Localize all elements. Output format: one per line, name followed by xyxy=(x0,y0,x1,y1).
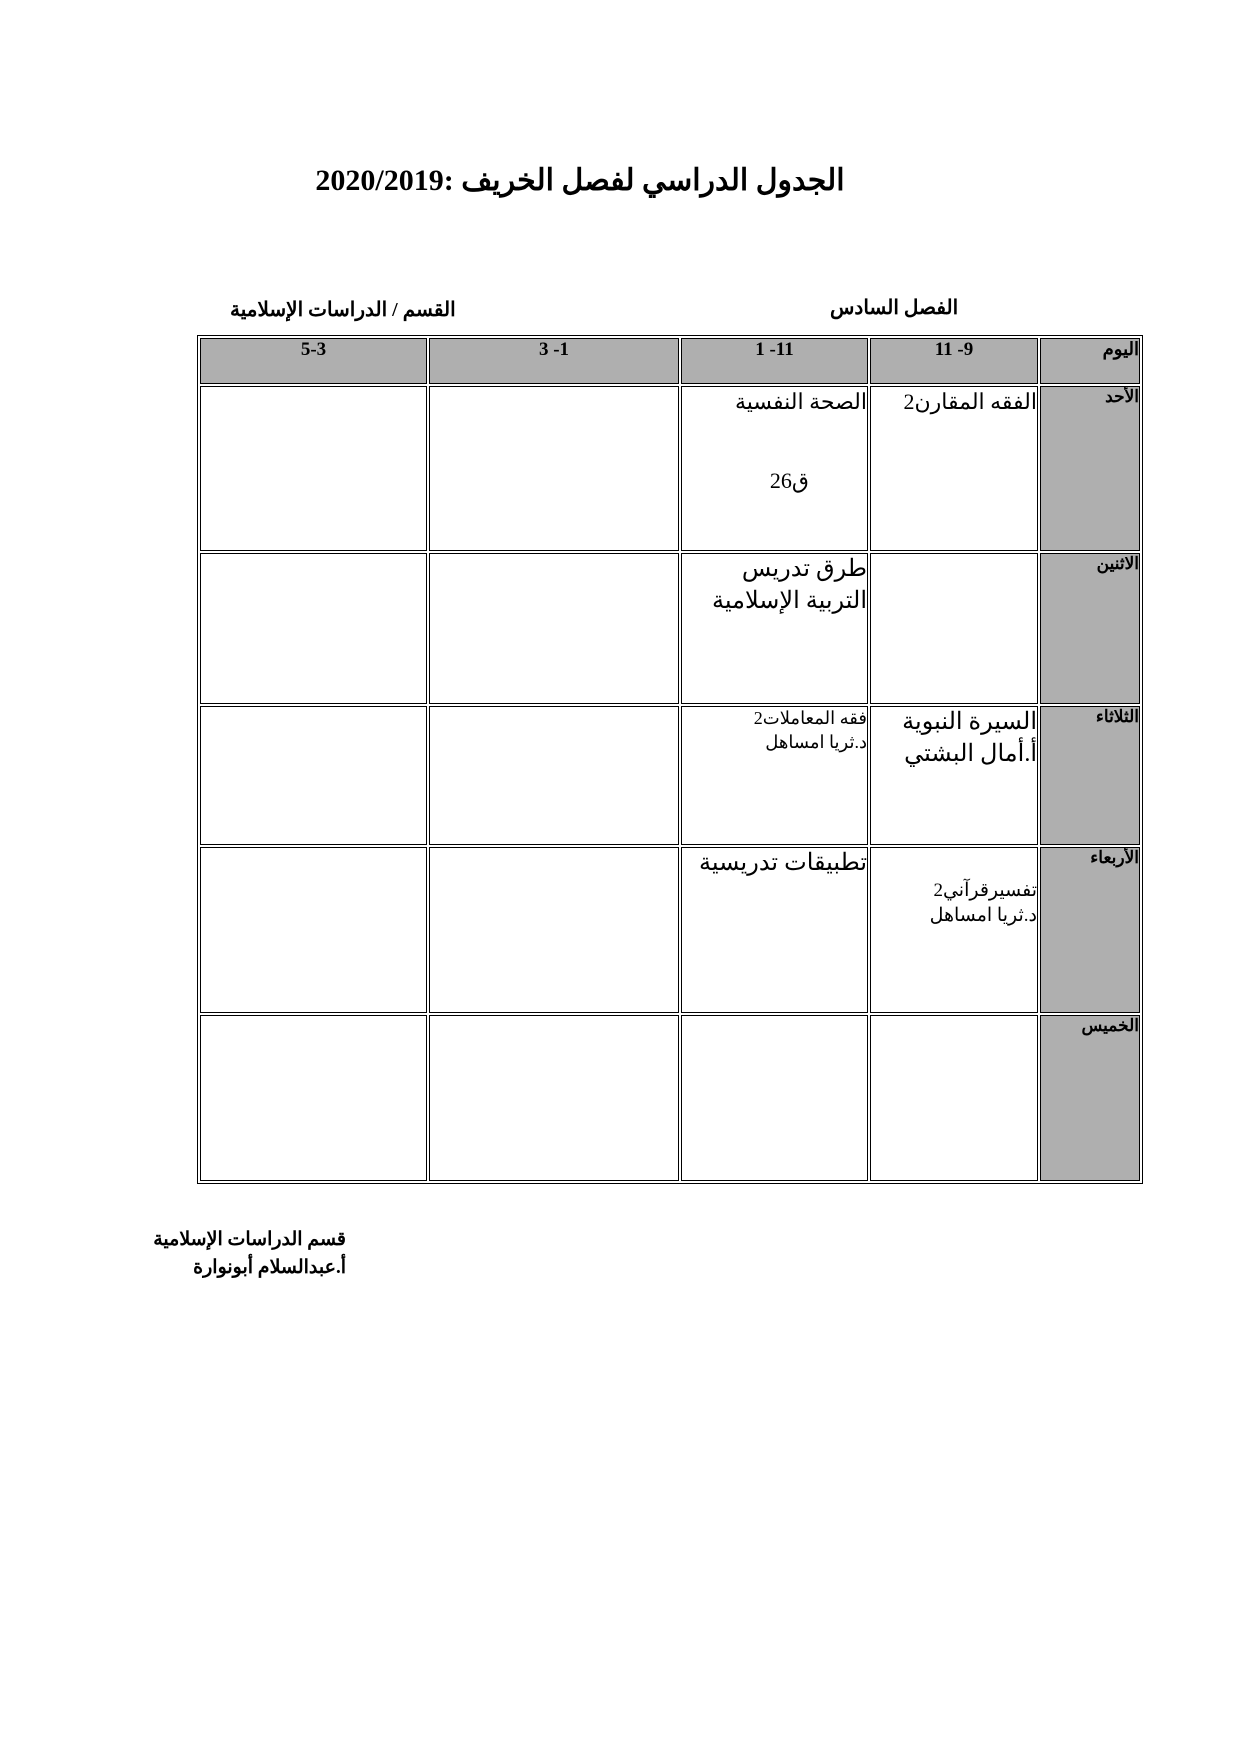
day-cell-sunday: الأحد xyxy=(1040,386,1140,551)
schedule-cell-empty xyxy=(200,847,427,1013)
schedule-cell-empty xyxy=(429,553,679,704)
course-title: الصحة النفسية xyxy=(734,389,867,414)
instructor-name: أ.أمال البشتي xyxy=(904,740,1037,767)
day-cell-monday: الاثنين xyxy=(1040,553,1140,704)
schedule-cell xyxy=(681,386,868,551)
course-title: تطبيقات تدريسية xyxy=(699,850,867,876)
row-tuesday xyxy=(200,706,1140,845)
footer-department: قسم الدراسات الإسلامية xyxy=(153,1229,346,1250)
schedule-cell-empty xyxy=(200,386,427,551)
schedule-cell-empty xyxy=(429,386,679,551)
schedule-cell-empty xyxy=(429,847,679,1013)
course-title: فقه المعاملات2 xyxy=(753,708,867,728)
header-row xyxy=(200,338,1140,384)
course-title: الفقه المقارن2 xyxy=(903,389,1037,414)
instructor-name: د.ثريا امساهل xyxy=(765,731,867,752)
row-sunday xyxy=(200,386,1140,551)
course-title: السيرة النبوية xyxy=(902,709,1037,735)
column-header-1-3: 3 -1 xyxy=(429,338,679,384)
schedule-cell xyxy=(870,847,1038,1013)
course-title: طرق تدريس xyxy=(741,556,867,582)
schedule-cell-empty xyxy=(200,553,427,704)
department-label: القسم / الدراسات الإسلامية xyxy=(230,299,456,321)
page-title: الجدول الدراسي لفصل الخريف :2020/2019 xyxy=(315,164,845,197)
column-header-day: اليوم xyxy=(1040,338,1140,384)
room-number: ق26 xyxy=(769,468,809,494)
column-header-3-5: 5-3 xyxy=(200,338,427,384)
day-cell-tuesday: الثلاثاء xyxy=(1040,706,1140,845)
row-monday xyxy=(200,553,1140,704)
semester-label: الفصل السادس xyxy=(830,297,959,319)
schedule-cell-empty xyxy=(200,1015,427,1181)
course-title: تفسيرقرآني2 xyxy=(933,880,1037,901)
schedule-cell xyxy=(870,386,1038,551)
day-cell-wednesday: الأربعاء xyxy=(1040,847,1140,1013)
row-wednesday xyxy=(200,847,1140,1013)
row-thursday xyxy=(200,1015,1140,1181)
schedule-cell xyxy=(681,553,868,704)
schedule-cell-empty xyxy=(870,553,1038,704)
footer-signature: أ.عبدالسلام أبونوارة xyxy=(193,1256,346,1278)
schedule-table xyxy=(197,335,1143,1184)
schedule-cell-empty xyxy=(681,1015,868,1181)
schedule-cell-empty xyxy=(870,1015,1038,1181)
instructor-name: د.ثريا امساهل xyxy=(929,905,1037,927)
footer-signature-block xyxy=(140,1226,346,1281)
schedule-cell-empty xyxy=(429,1015,679,1181)
column-header-11-1: 1 -11 xyxy=(681,338,868,384)
schedule-cell-empty xyxy=(429,706,679,845)
day-cell-thursday: الخميس xyxy=(1040,1015,1140,1181)
schedule-cell-empty xyxy=(200,706,427,845)
schedule-cell xyxy=(681,847,868,1013)
column-header-9-11: 11 -9 xyxy=(870,338,1038,384)
schedule-cell xyxy=(870,706,1038,845)
course-title: التربية الإسلامية xyxy=(711,587,867,614)
schedule-cell xyxy=(681,706,868,845)
